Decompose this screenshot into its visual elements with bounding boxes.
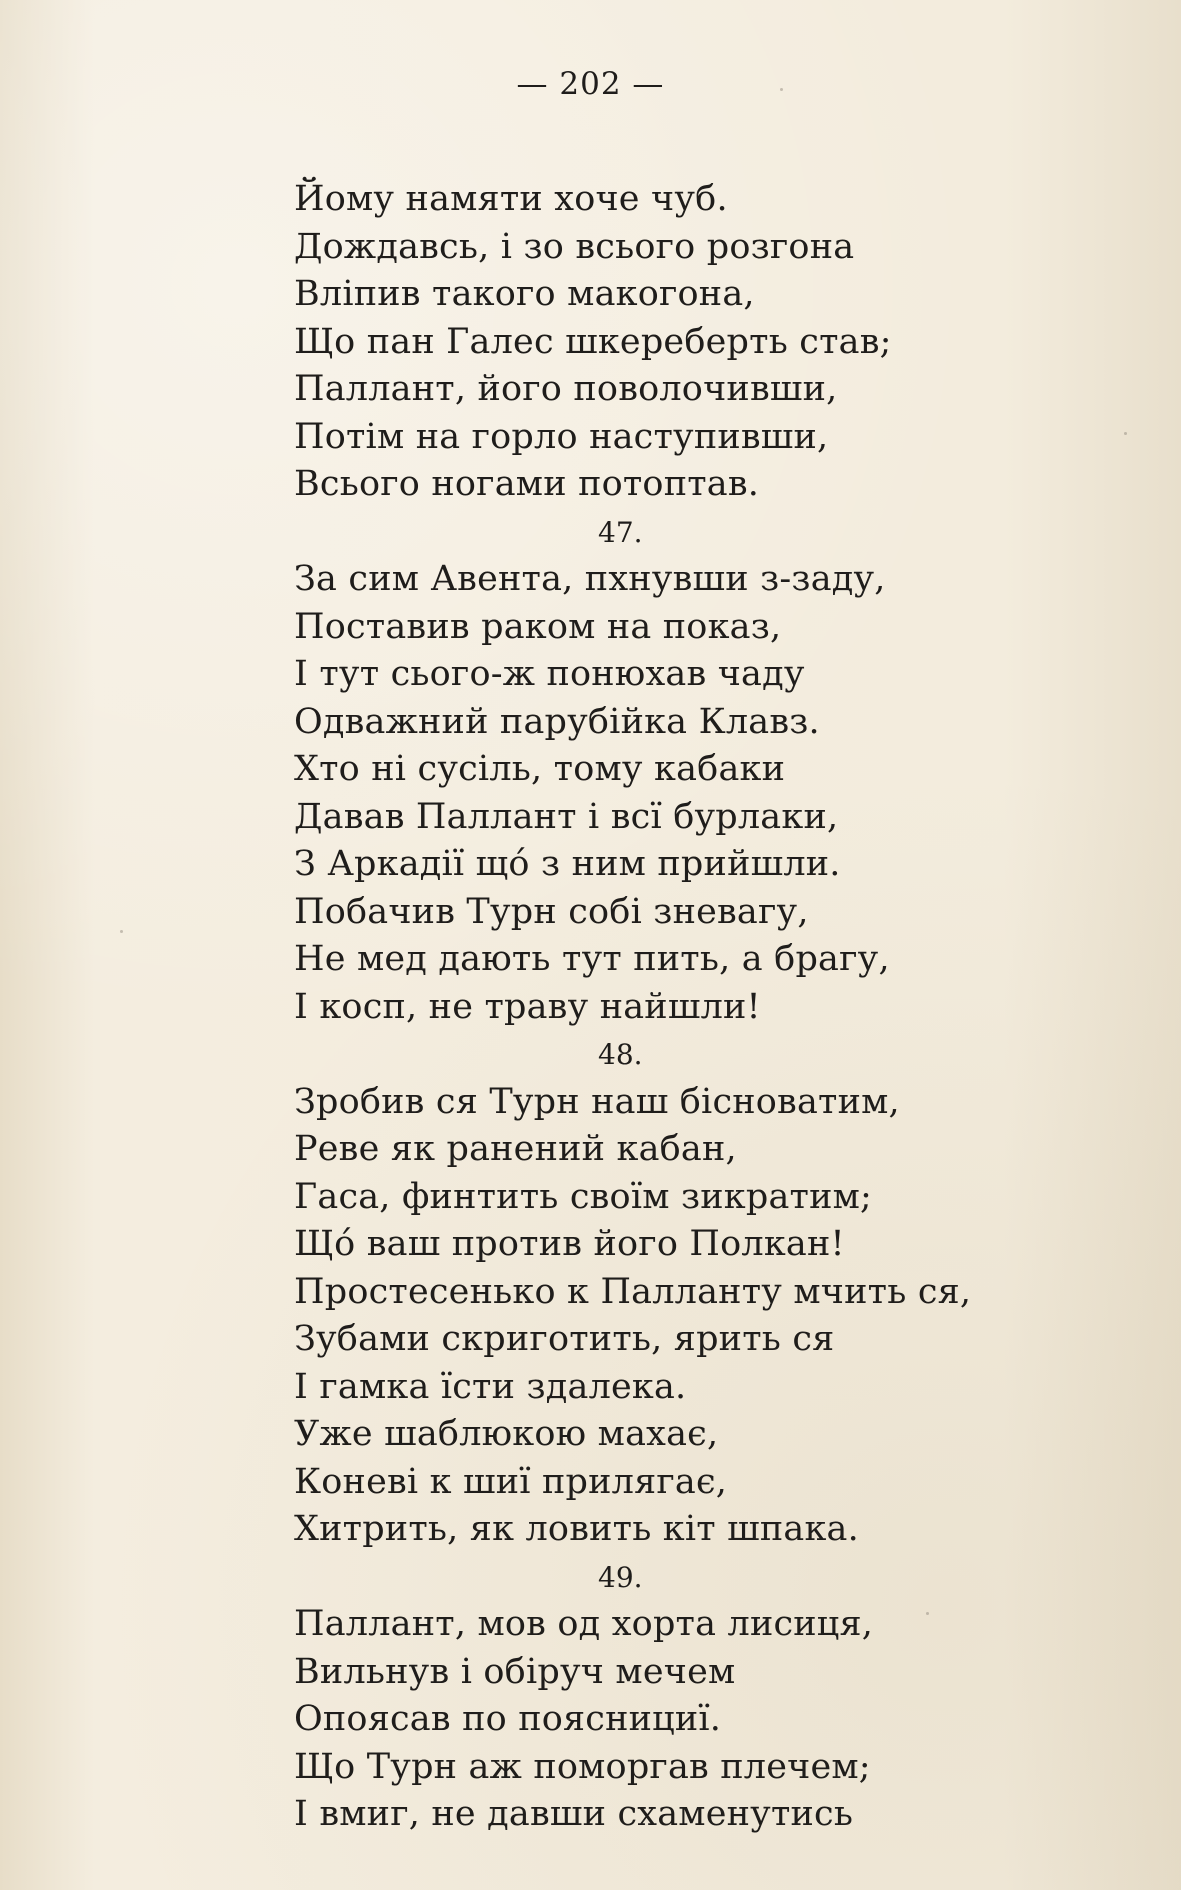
poem-line: Вліпив такого макогона, (294, 274, 755, 314)
page-speck (926, 1612, 929, 1615)
poem-line: Одважний парубійка Клавз. (294, 701, 820, 742)
poem-line: Простесенько к Палланту мчить ся, (294, 1271, 972, 1312)
poem-line: Дождавсь, і зо всього розгона (294, 226, 855, 267)
page-speck (780, 88, 783, 91)
poem-line: Коневі к шиї прилягає, (294, 1461, 728, 1502)
poem-line: І тут сього-ж понюхав чаду (294, 654, 805, 694)
stanza-number: 47. (598, 515, 643, 549)
poem-line: Паллант, його поволочивши, (294, 369, 838, 409)
poem-line: Щó ваш против його Полкан! (294, 1224, 845, 1264)
poem-line: І косп, не траву найшли! (294, 986, 761, 1027)
poem-line: Опоясав по пояснициї. (294, 1699, 722, 1739)
poem-line: Потім на горло наступивши, (294, 416, 829, 457)
poem-line: Реве як ранений кабан, (294, 1129, 737, 1169)
poem-line: З Аркадії щó з ним прийшли. (294, 844, 841, 884)
poem-line: За сим Авента, пхнувши з-заду, (294, 559, 886, 599)
page-speck (120, 930, 123, 933)
page-number: — 202 — (516, 66, 665, 102)
poem-line: Не мед дають тут пить, а брагу, (294, 939, 890, 979)
poem-line: Уже шаблюкою махає, (294, 1414, 719, 1454)
poem-line: Що пан Галес шкереберть став; (294, 321, 892, 362)
poem-line: Паллант, мов од хорта лисиця, (294, 1604, 874, 1644)
poem-line: І гамка їсти здалека. (294, 1366, 687, 1407)
poem-line: Давав Паллант і всї бурлаки, (294, 796, 839, 837)
poem-text (294, 176, 1054, 1839)
poem-line: Побачив Турн собі зневагу, (294, 891, 809, 932)
poem-line: Хто ні сусіль, тому кабаки (294, 749, 786, 789)
poem-line: Поставив раком на показ, (294, 606, 782, 647)
poem-line: Вильнув і обіруч мечем (294, 1651, 736, 1692)
poem-line: Гаса, финтить своїм зикратим; (294, 1176, 873, 1217)
poem-line: Йому намяти хоче чуб. (294, 179, 728, 219)
stanza-number: 48. (598, 1038, 643, 1071)
stanza-number: 49. (598, 1560, 643, 1594)
page-speck (1124, 432, 1127, 435)
poem-line: І вмиг, не давши схаменутись (294, 1794, 854, 1834)
poem-line: Всього ногами потоптав. (294, 464, 760, 504)
poem-line: Хитрить, як ловить кіт шпака. (294, 1509, 859, 1549)
poem-line: Зробив ся Турн наш бісноватим, (294, 1081, 900, 1122)
poem-line: Зубами скриготить, ярить ся (294, 1319, 835, 1359)
poem-line: Що Турн аж поморгав плечем; (294, 1746, 871, 1787)
